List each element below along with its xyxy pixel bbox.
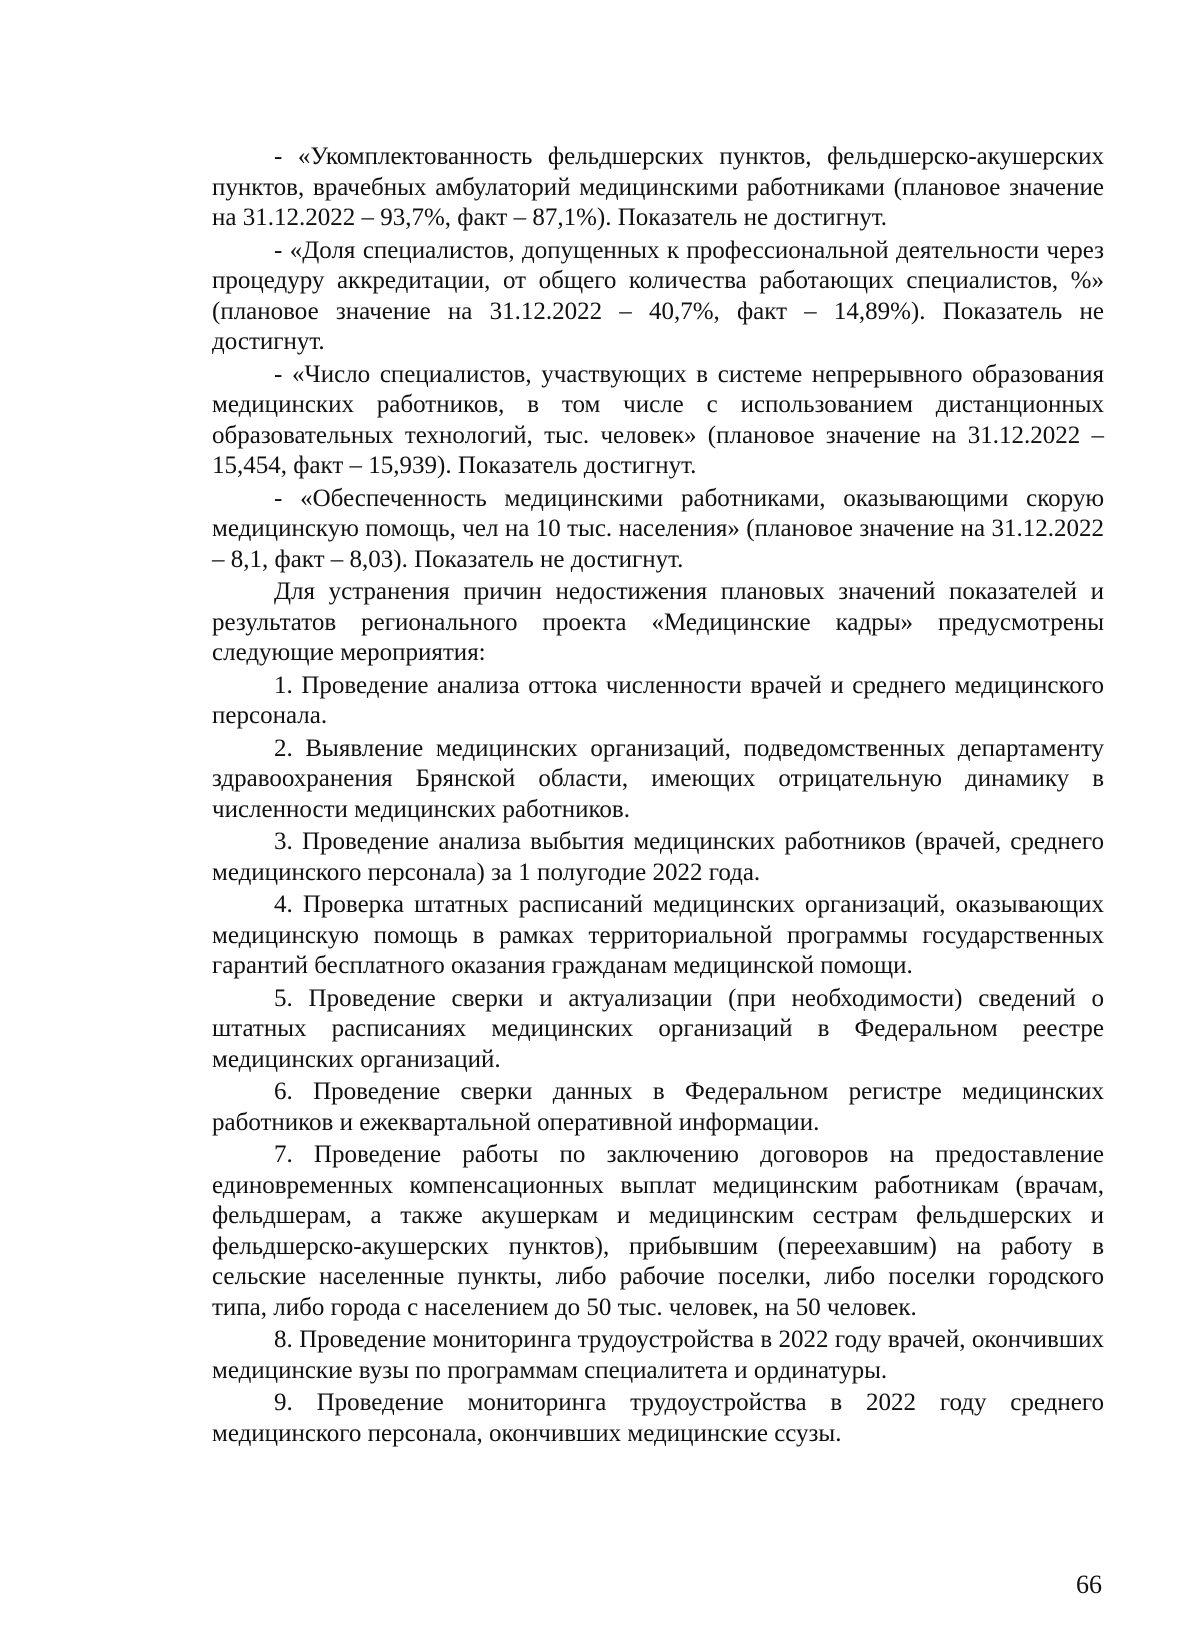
measure-item-5: 5. Проведение сверки и актуализации (при необходимости) сведений о штатных расписаниях медицинских организаций в Федеральном реестре медицинских организаций. bbox=[212, 984, 1104, 1073]
measure-item-8: 8. Проведение мониторинга трудоустройства в 2022 году врачей, окончивших медицинские вузы по программам специалитета и ординатуры. bbox=[212, 1326, 1104, 1384]
paragraph-accreditation-indicator: - «Доля специалистов, допущенных к профессиональной деятельности через процедуру аккредитации, от общего количества работающих специалистов, %» (плановое значение на 31.12.2022 – 40,7%, факт – 14,89%). Показатель не достигнут. bbox=[212, 236, 1104, 355]
measure-item-1: 1. Проведение анализа оттока численности врачей и среднего медицинского персонала. bbox=[212, 671, 1104, 729]
measure-item-9: 9. Проведение мониторинга трудоустройства в 2022 году среднего медицинского персонала, окончивших медицинские ссузы. bbox=[212, 1389, 1104, 1447]
page-number: 66 bbox=[1076, 1570, 1102, 1599]
document-body bbox=[212, 142, 1104, 1451]
measure-item-7: 7. Проведение работы по заключению договоров на предоставление единовременных компенсационных выплат медицинским работникам (врачам, фельдшерам, а также акушеркам и медицинским сестрам фельдшерских и фельдшерско-акушерских пунктов), прибывшим (переехавшим) на работу в сельские населенные пункты, либо рабочие поселки, либо поселки городского типа, либо города с населением до 50 тыс. человек, на 50 человек. bbox=[212, 1141, 1104, 1321]
measure-item-4: 4. Проверка штатных расписаний медицинских организаций, оказывающих медицинскую помощь в рамках территориальной программы государственных гарантий бесплатного оказания гражданам медицинской помощи. bbox=[212, 891, 1104, 979]
measure-item-6: 6. Проведение сверки данных в Федеральном регистре медицинских работников и ежеквартальной оперативной информации. bbox=[212, 1078, 1104, 1136]
paragraph-ambulance-staff-indicator: - «Обеспеченность медицинскими работниками, оказывающими скорую медицинскую помощь, чел на 10 тыс. населения» (плановое значение на 31.12.2022 – 8,1, факт – 8,03). Показатель не достигнут. bbox=[212, 484, 1104, 573]
paragraph-staffing-indicator: - «Укомплектованность фельдшерских пунктов, фельдшерско-акушерских пунктов, врачебных амбулаторий медицинскими работниками (плановое значение на 31.12.2022 – 93,7%, факт – 87,1%). Показатель не достигнут. bbox=[212, 143, 1104, 231]
paragraph-continuing-education-indicator: - «Число специалистов, участвующих в системе непрерывного образования медицинских работников, в том числе с использованием дистанционных образовательных технологий, тыс. человек» (плановое значение на 31.12.2022 – 15,454, факт – 15,939). Показатель достигнут. bbox=[212, 360, 1104, 479]
measure-item-3: 3. Проведение анализа выбытия медицинских работников (врачей, среднего медицинского персонала) за 1 полугодие 2022 года. bbox=[212, 828, 1104, 886]
paragraph-measures-intro: Для устранения причин недостижения плановых значений показателей и результатов регионального проекта «Медицинские кадры» предусмотрены следующие мероприятия: bbox=[212, 578, 1104, 666]
measure-item-2: 2. Выявление медицинских организаций, подведомственных департаменту здравоохранения Брянской области, имеющих отрицательную динамику в численности медицинских работников. bbox=[212, 734, 1104, 823]
